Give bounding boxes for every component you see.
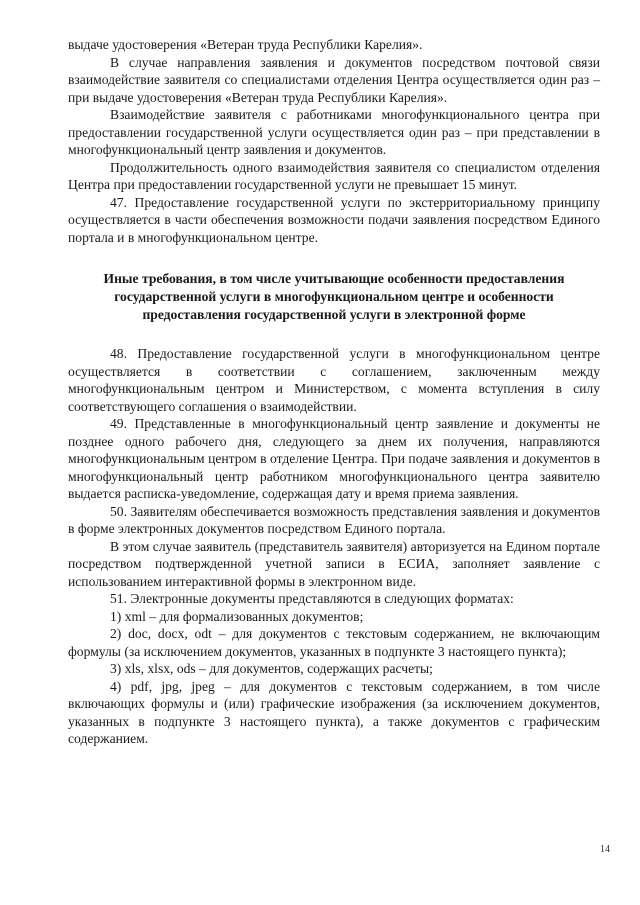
paragraph-continuation: выдаче удостоверения «Ветеран труда Республики Карелия». [68, 37, 423, 52]
paragraph-47: 47. Предоставление государственной услуги по экстерриториальному принципу осуществляется в части обеспечения возможности подачи заявления посредством Единого портала и в многофункциональном центре. [68, 194, 600, 245]
page-number: 14 [600, 844, 610, 855]
section-heading: Иные требования, в том числе учитывающие особенности предоставления государственной услуги в многофункциональном центре и особенности предоставления государственной услуги в электронной форме [103, 271, 565, 322]
list-item-xml: 1) xml – для формализованных документов; [110, 608, 364, 624]
list-item-xls: 3) xls, xlsx, ods – для документов, содержащих расчеты; [110, 661, 433, 676]
paragraph-mfc-interaction: Взаимодействие заявителя с работниками многофункционального центра при предоставлении государственной услуги осуществляется один раз – при представлении в многофункциональный центр заявления и документов. [68, 107, 600, 157]
paragraph-postal: В случае направления заявления и документов посредством почтовой связи взаимодействие заявителя со специалистами отделения Центра осуществляется один раз – при выдаче удостоверения «Ветеран труда Республики Карелия». [68, 54, 600, 105]
list-item-pdf: 4) pdf, jpg, jpeg – для документов с текстовым содержанием, в том числе включающих формулы и (или) графические изображения (за исключением документов, указанных в подпункте 3 настоящего пункта), а также документов с графическим содержанием. [68, 678, 600, 746]
paragraph-50-esia: В этом случае заявитель (представитель заявителя) авторизуется на Едином портале посредством подтвержденной учетной записи в ЕСИА, заполняет заявление с использованием интерактивной формы в электронном виде. [68, 538, 600, 589]
paragraph-50: 50. Заявителям обеспечивается возможность представления заявления и документов в форме электронных документов посредством Единого портала. [68, 503, 600, 536]
paragraph-duration: Продолжительность одного взаимодействия заявителя со специалистом отделения Центра при предоставлении государственной услуги не превышает 15 минут. [68, 159, 600, 192]
document-body [68, 36, 600, 748]
list-item-doc: 2) doc, docx, odt – для документов с текстовым содержанием, не включающим формулы (за исключением документов, указанных в подпункте 3 настоящего пункта); [68, 626, 600, 659]
paragraph-49: 49. Представленные в многофункциональный центр заявление и документы не позднее одного рабочего дня, следующего за днем их получения, направляются многофункциональным центром в отделение Центра. При подаче заявления и документов в многофункциональный центр работником многофункционального центра заявителю выдается расписка-уведомление, содержащая дату и время приема заявления. [68, 416, 600, 501]
paragraph-48: 48. Предоставление государственной услуги в многофункциональном центре осуществляется в соответствии с соглашением, заключенным между многофункциональным центром и Министерством, с момента вступления в силу соответствующего соглашения о взаимодействии. [68, 346, 600, 414]
paragraph-51: 51. Электронные документы представляются в следующих форматах: [110, 591, 514, 606]
